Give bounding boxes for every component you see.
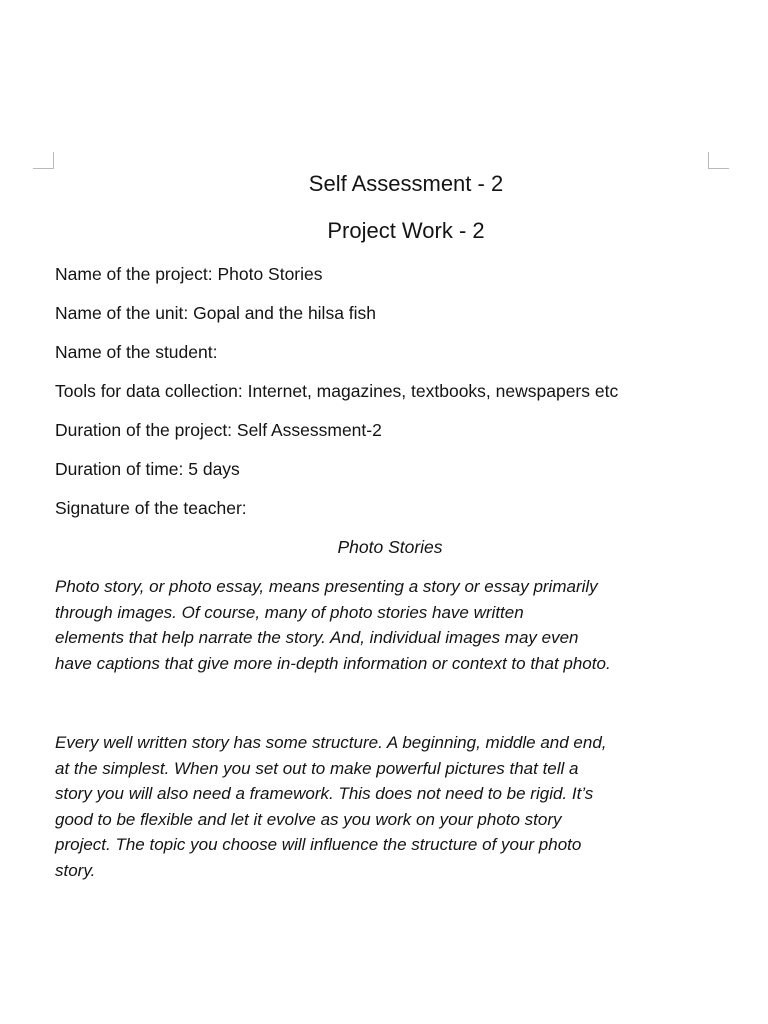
paragraph-line: story you will also need a framework. This does not need to be rigid. It’s (55, 784, 594, 804)
field-teacher-signature: Signature of the teacher: (55, 498, 247, 518)
paragraph-line: Every well written story has some structure. A beginning, middle and end, (55, 733, 607, 752)
field-project-duration: Duration of the project: Self Assessment-2 (55, 420, 382, 440)
left-margin-crop-mark (33, 152, 54, 169)
paragraph-line: Photo story, or photo essay, means presenting a story or essay primarily (55, 577, 598, 596)
document-subtitle: Project Work - 2 (327, 218, 485, 243)
paragraph-story-structure (55, 730, 727, 884)
paragraph-line: project. The topic you choose will influence the structure of your photo (55, 835, 582, 855)
field-time-duration: Duration of time: 5 days (55, 459, 240, 479)
paragraph-line: elements that help narrate the story. And, individual images may even (55, 628, 579, 648)
field-project-name: Name of the project: Photo Stories (55, 264, 323, 284)
field-tools: Tools for data collection: Internet, magazines, textbooks, newspapers etc (55, 381, 619, 401)
field-unit-name: Name of the unit: Gopal and the hilsa fish (55, 303, 377, 323)
document-title: Self Assessment - 2 (308, 171, 504, 196)
paragraph-photo-story-definition (55, 574, 727, 676)
paragraph-line: story. (55, 860, 96, 880)
paragraph-line: good to be flexible and let it evolve as you work on your photo story (55, 809, 562, 829)
right-margin-crop-mark (708, 152, 729, 169)
field-student-name: Name of the student: (55, 342, 218, 362)
section-heading: Photo Stories (337, 537, 443, 557)
paragraph-line: have captions that give more in-depth information or context to that photo. (55, 653, 611, 673)
paragraph-line: at the simplest. When you set out to make powerful pictures that tell a (55, 758, 579, 778)
paragraph-line: through images. Of course, many of photo stories have written (55, 602, 524, 622)
